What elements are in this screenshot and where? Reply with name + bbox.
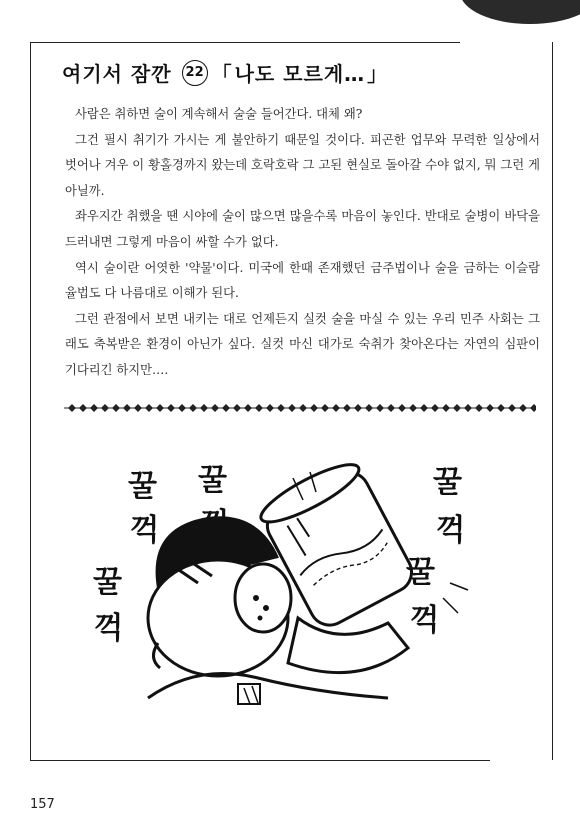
sound-effect-text: 꺽 [436, 513, 465, 548]
paragraph: 그건 필시 취기가 가시는 게 불안하기 때문일 것이다. 피곤한 업무와 무력한 일상에서 벗어나 겨우 이 황홀경까지 왔는데 호락호락 그 고된 현실로 돌아갈 수야 없지, 뭐 그런 게 아닐까. [65, 132, 540, 198]
sound-effect-text: 꺽 [94, 611, 123, 646]
title-heading: 나도 모르게… [234, 62, 366, 86]
paragraph: 좌우지간 취했을 땐 시야에 술이 많으면 많을수록 마음이 놓인다. 반대로 술병이 바닥을 드러내면 그렇게 마음이 싸할 수가 없다. [65, 209, 540, 249]
corner-tab-decoration [460, 0, 580, 24]
comic-illustration [88, 448, 548, 708]
sound-effect-text: 꺽 [130, 513, 159, 548]
body-text [65, 102, 540, 384]
paragraph: 그런 관점에서 보면 내키는 대로 언제든지 실컷 술을 마실 수 있는 우리 민주 사회는 그래도 축복받은 환경이 아닌가 싶다. 실컷 마신 대가로 숙취가 찾아온다는 자연의 심판이 기다리긴 하지만…. [65, 311, 540, 377]
frame-border-right [552, 42, 553, 760]
sound-effect-text: 꿀 [93, 565, 122, 600]
sound-effect-text: 꿀 [406, 555, 435, 590]
title-bracket-open: 「 [211, 62, 233, 86]
sound-effect-text: 꺽 [200, 507, 229, 542]
sound-effect-text: 꿀 [198, 463, 227, 498]
frame-border-bottom [30, 760, 490, 761]
section-title [62, 58, 388, 87]
ornamental-divider [64, 402, 536, 414]
paragraph: 역시 술이란 어엿한 '약물'이다. 미국에 한때 존재했던 금주법이나 술을 금하는 이슬람 율법도 다 나름대로 이해가 된다. [65, 260, 540, 301]
frame-border-left [30, 42, 31, 760]
title-number-badge: 22 [182, 60, 208, 86]
frame-border-top [30, 42, 460, 43]
title-bracket-close: 」 [367, 62, 389, 86]
sound-effect-text: 꺽 [410, 603, 439, 638]
sound-effect-text: 꿀 [128, 469, 157, 504]
page-number: 157 [30, 797, 55, 812]
paragraph: 사람은 취하면 술이 계속해서 술술 들어간다. 대체 왜? [75, 107, 363, 121]
title-prefix: 여기서 잠깐 [62, 62, 172, 86]
sound-effect-text: 꿀 [433, 465, 462, 500]
